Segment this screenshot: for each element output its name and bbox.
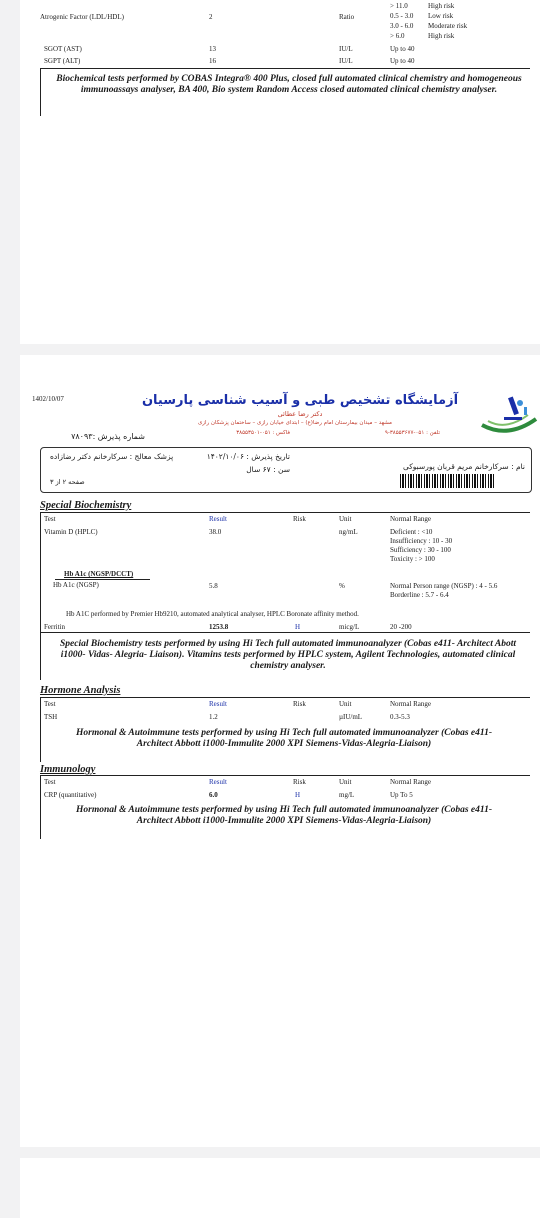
range-value: > 6.0 — [390, 32, 405, 40]
risk-label: Low risk — [428, 12, 454, 20]
method-note: Biochemical tests performed by COBAS Integra® 400 Plus, closed full automated clinical chemistry and homogeneous immunoassays analyser, BA 400, Bio system Random Access closed automated clinical chemistry analyser. — [56, 74, 522, 95]
range-line: Normal Person range (NGSP) : 4 - 5.6 — [390, 582, 498, 590]
result-value: 1253.8 — [209, 623, 229, 631]
range-value: Up To 5 — [390, 791, 413, 799]
col-header-risk: Risk — [293, 778, 306, 786]
range-value: 3.0 - 6.0 — [390, 22, 414, 30]
section-rule — [40, 775, 530, 776]
col-header-range: Normal Range — [390, 700, 432, 708]
test-name: Hb A1c (NGSP) — [53, 581, 99, 589]
report-page-3 — [20, 1158, 540, 1218]
result-value: 38.0 — [209, 528, 222, 536]
section-title-immunology: Immunology — [40, 764, 96, 775]
row-divider — [40, 632, 530, 633]
border-left — [40, 775, 41, 839]
range-value: > 11.0 — [390, 2, 408, 10]
col-header-unit: Unit — [339, 515, 352, 523]
range-line: Borderline : 5.7 - 6.4 — [390, 591, 449, 599]
risk-flag: H — [295, 791, 301, 799]
hba1c-method-note: Hb A1C performed by Premier Hb9210, automated analytical analyser, HPLC Boronate affinity method. — [66, 610, 359, 618]
col-header-risk: Risk — [293, 515, 306, 523]
col-header-result: Result — [209, 700, 227, 708]
range-line: Deficient : <10 — [390, 528, 433, 536]
method-note: Special Biochemistry tests performed by using Hi Tech full automated immunoanalyzer (Cobas e411- Architect Abott i1000- Vidas- Alegria- Liaison). Vitamins tests performed by HPLC system, Agilent Technologies, automated clinical chemistry analyser. — [59, 639, 516, 671]
test-name: SGPT (ALT) — [44, 57, 81, 65]
unit-value: % — [339, 582, 345, 590]
border-left — [40, 512, 41, 680]
test-name: CRP (quantitative) — [44, 791, 97, 799]
col-header-test: Test — [44, 700, 56, 708]
risk-label: Moderate risk — [428, 22, 468, 30]
range-value: 0.3-5.3 — [390, 713, 410, 721]
subsection-title-hba1c: Hb A1c (NGSP/DCCT) — [64, 570, 134, 578]
col-header-unit: Unit — [339, 700, 352, 708]
range-value: 0.5 - 3.0 — [390, 12, 414, 20]
lab-phone: تلفن : ۰۵۱-۳۸۵۵۳۶۷۷-۹ — [384, 430, 440, 436]
border-left — [40, 697, 41, 762]
range-line: Toxicity : > 100 — [390, 555, 435, 563]
risk-flag: H — [295, 623, 301, 631]
report-page-1 — [20, 0, 540, 344]
range-value: 20 -200 — [390, 623, 412, 631]
test-name: Vitamin D (HPLC) — [44, 528, 98, 536]
section-title-special-biochemistry: Special Biochemistry — [40, 500, 132, 511]
test-name: TSH — [44, 713, 58, 721]
row-divider — [40, 68, 530, 69]
result-value: 2 — [209, 13, 213, 21]
col-header-range: Normal Range — [390, 778, 432, 786]
test-name: SGOT (AST) — [44, 45, 82, 53]
section-rule — [40, 512, 530, 513]
col-header-unit: Unit — [339, 778, 352, 786]
director-name: دکتر رضا عطائی — [277, 410, 323, 418]
result-value: 5.8 — [209, 582, 218, 590]
section-title-hormone-analysis: Hormone Analysis — [40, 685, 121, 696]
test-name: Atrogenic Factor (LDL/HDL) — [40, 13, 124, 21]
range-line: Sufficiency : 30 - 100 — [390, 546, 451, 554]
border-left — [40, 68, 41, 116]
range-value: Up to 40 — [390, 45, 415, 53]
method-note: Hormonal & Autoimmune tests performed by using Hi Tech full automated immunoanalyzer (Cobas e411-Architect Abbott i1000-Immulite 2000 XPI Siemens-Vidas-Alegria-Liaison) — [75, 728, 493, 749]
risk-label: High risk — [428, 2, 455, 10]
col-header-risk: Risk — [293, 700, 306, 708]
result-value: 1.2 — [209, 713, 218, 721]
lab-address: مشهد – میدان بیمارستان امام رضا(ع) – ابتدای خیابان رازی – ساختمان پزشکان رازی — [197, 420, 392, 426]
subsection-rule — [55, 579, 150, 580]
method-note: Hormonal & Autoimmune tests performed by using Hi Tech full automated immunoanalyzer (Cobas e411-Architect Abbott i1000-Immulite 2000 XPI Siemens-Vidas-Alegria-Liaison) — [75, 805, 493, 826]
section-rule — [40, 697, 530, 698]
report-page-2 — [20, 355, 540, 1147]
page-counter: صفحه ۲ از ۳ — [50, 478, 85, 486]
risk-label: High risk — [428, 32, 455, 40]
patient-name: نام : سرکارخانم مریم قربان پورسبوکی — [402, 462, 525, 471]
range-line: Insufficiency : 10 - 30 — [390, 537, 453, 545]
microscope-logo-icon — [478, 391, 538, 439]
unit-value: µIU/mL — [339, 713, 363, 721]
admission-date: تاریخ پذیرش : ۱۴۰۲/۱۰/۰۶ — [206, 452, 290, 461]
col-header-result: Result — [209, 515, 227, 523]
col-header-range: Normal Range — [390, 515, 432, 523]
admission-number: شماره پذیرش :۷۸۰۹۳ — [71, 432, 145, 441]
print-date: 1402/10/07 — [32, 395, 64, 403]
lab-fax: فاکس : ۰۵۱-۳۸۵۵۳۵۰۱ — [236, 430, 290, 436]
unit-value: mg/L — [339, 791, 355, 799]
unit-value: micg/L — [339, 623, 360, 631]
lab-logo — [478, 391, 538, 439]
unit-value: IU/L — [339, 45, 353, 53]
physician-name: پزشک معالج : سرکارخانم دکتر رضازاده — [50, 452, 174, 461]
col-header-test: Test — [44, 515, 56, 523]
test-name: Ferritin — [44, 623, 65, 631]
unit-value: IU/L — [339, 57, 353, 65]
range-value: Up to 40 — [390, 57, 415, 65]
result-value: 13 — [209, 45, 216, 53]
barcode — [400, 474, 495, 488]
patient-age: سن : ۶۷ سال — [246, 465, 290, 474]
unit-value: ng/mL — [339, 528, 358, 536]
result-value: 16 — [209, 57, 216, 65]
lab-name: آزمایشگاه تشخیص طبی و آسیب شناسی پارسیان — [141, 393, 459, 408]
unit-value: Ratio — [339, 13, 355, 21]
col-header-result: Result — [209, 778, 227, 786]
col-header-test: Test — [44, 778, 56, 786]
result-value: 6.0 — [209, 791, 218, 799]
